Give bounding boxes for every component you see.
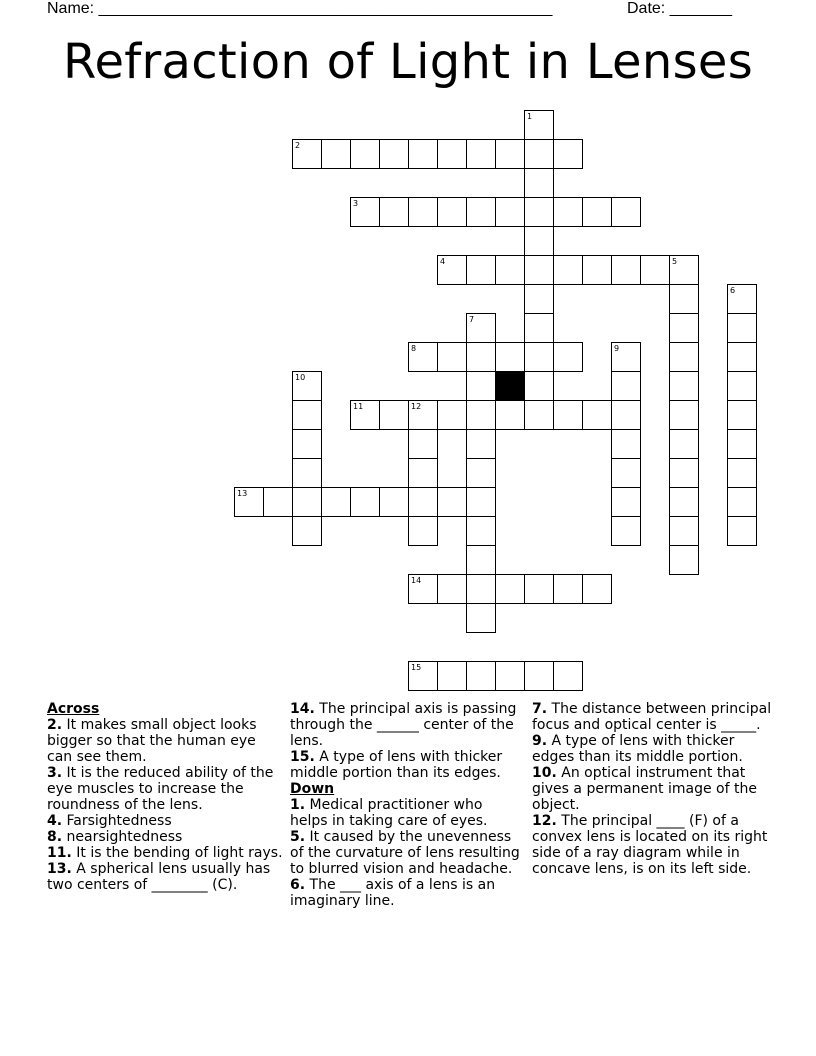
crossword-cell[interactable] <box>292 400 322 430</box>
clue-number: 3 <box>353 199 359 208</box>
crossword-cell[interactable] <box>292 458 322 488</box>
clue-across-2: 2. It makes small object looks bigger so that the human eye can see them. <box>47 717 257 765</box>
crossword-cell[interactable] <box>408 487 438 517</box>
crossword-cell[interactable] <box>379 139 409 169</box>
crossword-cell[interactable] <box>727 313 757 343</box>
crossword-cell[interactable] <box>669 313 699 343</box>
clue-number: 12 <box>411 402 422 411</box>
crossword-cell[interactable] <box>292 487 322 517</box>
crossword-cell[interactable] <box>524 226 554 256</box>
clues-column-3 <box>532 701 772 877</box>
clues-column-1 <box>47 701 285 893</box>
crossword-cell[interactable] <box>408 139 438 169</box>
crossword-cell[interactable] <box>727 400 757 430</box>
clues-column-2 <box>290 701 522 909</box>
clue-down-12: 12. The principal ____ (F) of a convex lens is located on its right side of a ray diagram while in concave lens, is on its left side. <box>532 813 768 877</box>
crossword-cell[interactable] <box>321 139 351 169</box>
crossword-cell[interactable] <box>437 574 467 604</box>
crossword-cell[interactable] <box>466 545 496 575</box>
clue-number: 1 <box>527 112 533 121</box>
crossword-cell[interactable] <box>437 342 467 372</box>
name-field-label[interactable]: Name: ___________________________________________________ <box>47 0 553 17</box>
crossword-cell[interactable] <box>466 429 496 459</box>
crossword-cell[interactable] <box>553 139 583 169</box>
clue-number: 2 <box>295 141 301 150</box>
clue-number: 8 <box>411 344 417 353</box>
crossword-cell[interactable] <box>408 458 438 488</box>
clue-across-4: 4. Farsightedness <box>47 813 172 829</box>
crossword-cell[interactable] <box>611 487 641 517</box>
clue-down-7: 7. The distance between principal focus and optical center is _____. <box>532 701 772 733</box>
crossword-cell[interactable] <box>582 574 612 604</box>
clue-across-13: 13. A spherical lens usually has two centers of ________ (C). <box>47 861 271 893</box>
crossword-cell[interactable] <box>263 487 293 517</box>
clue-down-6: 6. The ___ axis of a lens is an imaginary line. <box>290 877 496 909</box>
crossword-cell[interactable] <box>669 429 699 459</box>
crossword-cell[interactable] <box>727 371 757 401</box>
clue-across-14: 14. The principal axis is passing through the ______ center of the lens. <box>290 701 517 749</box>
crossword-cell[interactable] <box>524 574 554 604</box>
crossword-cell[interactable] <box>495 574 525 604</box>
crossword-cell[interactable] <box>582 255 612 285</box>
crossword-cell[interactable] <box>466 197 496 227</box>
crossword-cell[interactable] <box>466 255 496 285</box>
crossword-cell[interactable] <box>379 197 409 227</box>
crossword-cell[interactable] <box>524 284 554 314</box>
crossword-cell[interactable] <box>495 342 525 372</box>
crossword-cell[interactable] <box>611 371 641 401</box>
crossword-cell[interactable] <box>524 313 554 343</box>
crossword-black-cell <box>495 371 525 401</box>
crossword-cell[interactable] <box>524 400 554 430</box>
crossword-cell[interactable] <box>379 400 409 430</box>
clue-across-11: 11. It is the bending of light rays. <box>47 845 283 861</box>
crossword-cell[interactable] <box>466 516 496 546</box>
crossword-cell[interactable] <box>466 342 496 372</box>
crossword-cell[interactable] <box>727 429 757 459</box>
crossword-cell[interactable] <box>640 255 670 285</box>
crossword-cell[interactable] <box>321 487 351 517</box>
clue-number: 11 <box>353 402 364 411</box>
crossword-cell[interactable] <box>466 400 496 430</box>
crossword-cell[interactable] <box>553 400 583 430</box>
crossword-cell[interactable] <box>437 197 467 227</box>
crossword-cell[interactable] <box>553 661 583 691</box>
crossword-cell[interactable] <box>466 458 496 488</box>
crossword-cell[interactable] <box>495 139 525 169</box>
crossword-cell[interactable] <box>437 661 467 691</box>
crossword-cell[interactable] <box>611 429 641 459</box>
crossword-cell[interactable] <box>611 458 641 488</box>
crossword-cell[interactable] <box>466 661 496 691</box>
crossword-cell[interactable] <box>611 255 641 285</box>
crossword-cell[interactable] <box>437 400 467 430</box>
clue-down-1: 1. Medical practitioner who helps in taking care of eyes. <box>290 797 488 829</box>
clue-down-5: 5. It caused by the unevenness of the curvature of lens resulting to blurred vision and headache. <box>290 829 520 877</box>
clue-number: 9 <box>614 344 620 353</box>
crossword-cell[interactable] <box>495 400 525 430</box>
crossword-cell[interactable] <box>292 516 322 546</box>
clue-across-8: 8. nearsightedness <box>47 829 183 845</box>
crossword-cell[interactable] <box>495 255 525 285</box>
clue-number: 14 <box>411 576 422 585</box>
crossword-cell[interactable] <box>495 197 525 227</box>
crossword-cell[interactable] <box>524 255 554 285</box>
crossword-cell[interactable] <box>408 429 438 459</box>
crossword-cell[interactable] <box>495 661 525 691</box>
crossword-cell[interactable] <box>350 139 380 169</box>
clue-across-3: 3. It is the reduced ability of the eye muscles to increase the roundness of the lens. <box>47 765 274 813</box>
crossword-cell[interactable] <box>466 139 496 169</box>
crossword-cell[interactable] <box>669 342 699 372</box>
clue-number: 13 <box>237 489 248 498</box>
crossword-cell[interactable] <box>669 545 699 575</box>
clue-number: 7 <box>469 315 475 324</box>
crossword-cell[interactable] <box>611 400 641 430</box>
crossword-cell[interactable] <box>553 197 583 227</box>
crossword-cell[interactable] <box>524 342 554 372</box>
crossword-cell[interactable] <box>466 371 496 401</box>
crossword-cell[interactable] <box>669 458 699 488</box>
crossword-cell[interactable] <box>437 139 467 169</box>
crossword-cell[interactable] <box>466 574 496 604</box>
crossword-cell[interactable] <box>553 574 583 604</box>
crossword-cell[interactable] <box>669 516 699 546</box>
clue-number: 15 <box>411 663 422 672</box>
clue-number: 4 <box>440 257 446 266</box>
crossword-cell[interactable] <box>669 400 699 430</box>
crossword-cell[interactable] <box>466 487 496 517</box>
clue-number: 10 <box>295 373 306 382</box>
crossword-cell[interactable] <box>379 487 409 517</box>
crossword-cell[interactable] <box>582 400 612 430</box>
clue-down-9: 9. A type of lens with thicker edges than its middle portion. <box>532 733 743 765</box>
crossword-cell[interactable] <box>727 342 757 372</box>
crossword-cell[interactable] <box>611 197 641 227</box>
across-heading: Across <box>47 701 100 717</box>
crossword-cell[interactable] <box>582 197 612 227</box>
clue-across-15: 15. A type of lens with thicker middle portion than its edges. <box>290 749 503 781</box>
crossword-cell[interactable] <box>669 371 699 401</box>
crossword-cell[interactable] <box>524 168 554 198</box>
crossword-cell[interactable] <box>408 516 438 546</box>
date-field-label[interactable]: Date: _______ <box>627 0 732 17</box>
crossword-cell[interactable] <box>408 197 438 227</box>
crossword-cell[interactable] <box>437 487 467 517</box>
crossword-cell[interactable] <box>669 284 699 314</box>
crossword-cell[interactable] <box>727 487 757 517</box>
crossword-cell[interactable] <box>350 487 380 517</box>
down-heading: Down <box>290 781 335 797</box>
crossword-cell[interactable] <box>727 458 757 488</box>
page-title: Refraction of Light in Lenses <box>62 34 754 90</box>
crossword-cell[interactable] <box>524 371 554 401</box>
crossword-cell[interactable] <box>669 487 699 517</box>
crossword-cell[interactable] <box>553 342 583 372</box>
crossword-cell[interactable] <box>466 603 496 633</box>
crossword-cell[interactable] <box>553 255 583 285</box>
clue-number: 6 <box>730 286 736 295</box>
crossword-cell[interactable] <box>292 429 322 459</box>
crossword-cell[interactable] <box>524 139 554 169</box>
clue-down-10: 10. An optical instrument that gives a permanent image of the object. <box>532 765 757 813</box>
crossword-cell[interactable] <box>524 197 554 227</box>
clue-number: 5 <box>672 257 678 266</box>
crossword-cell[interactable] <box>611 516 641 546</box>
crossword-cell[interactable] <box>524 661 554 691</box>
crossword-cell[interactable] <box>727 516 757 546</box>
